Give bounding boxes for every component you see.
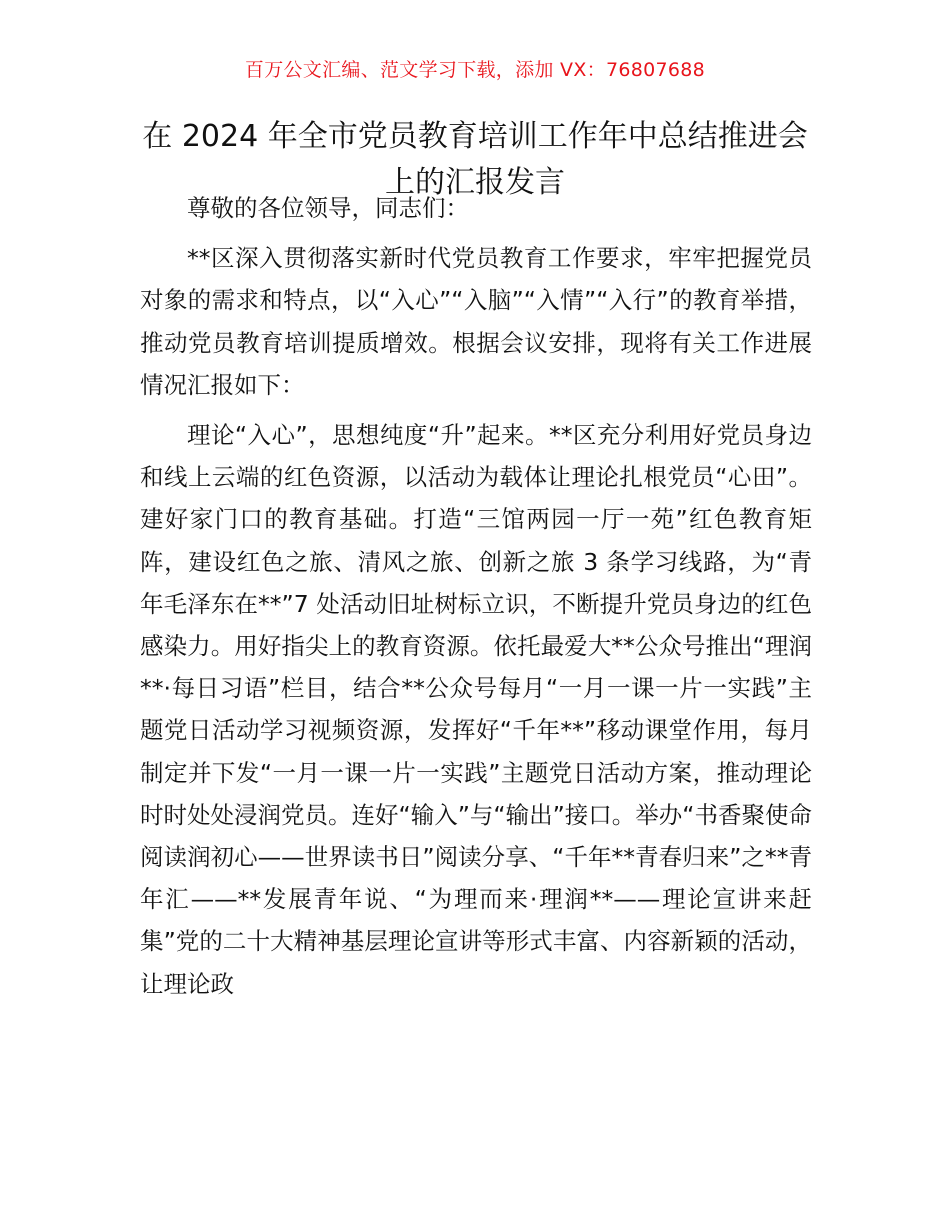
salutation: 尊敬的各位领导，同志们： bbox=[187, 194, 469, 222]
header-watermark-note: 百万公文汇编、范文学习下载，添加 VX：76807688 bbox=[244, 59, 706, 81]
paragraph-intro: **区深入贯彻落实新时代党员教育工作要求，牢牢把握党员对象的需求和特点，以“入心”“入脑”“入情”“入行”的教育举措，推动党员教育培训提质增效。根据会议安排，现将有关工作进展情况汇报如下： bbox=[140, 244, 812, 399]
paragraph-theory: 理论“入心”，思想纯度“升”起来。**区充分利用好党员身边和线上云端的红色资源，以活动为载体让理论扎根党员“心田”。建好家门口的教育基础。打造“三馆两园一厅一苑”红色教育矩阵，建设红色之旅、清风之旅、创新之旅 3 条学习线路，为“青年毛泽东在**”7 处活动旧址树标立识，不断提升党员身边的红色感染力。用好指尖上的教育资源。依托最爱大**公众号推出“理润**·每日习语”栏目，结合**公众号每月“一月一课一片一实践”主题党日活动学习视频资源，发挥好“千年**”移动课堂作用，每月制定并下发“一月一课一片一实践”主题党日活动方案，推动理论时时处处浸润党员。连好“输入”与“输出”接口。举办“书香聚使命阅读润初心——世界读书日”阅读分享、“千年**青春归来”之**青年汇——**发展青年说、“为理而来·理润**——理论宣讲来赶集”党的二十大精神基层理论宣讲等形式丰富、内容新颖的活动，让理论政 bbox=[140, 421, 812, 998]
document-title: 在 2024 年全市党员教育培训工作年中总结推进会上的汇报发言 bbox=[142, 119, 808, 200]
document-body bbox=[140, 187, 812, 1005]
